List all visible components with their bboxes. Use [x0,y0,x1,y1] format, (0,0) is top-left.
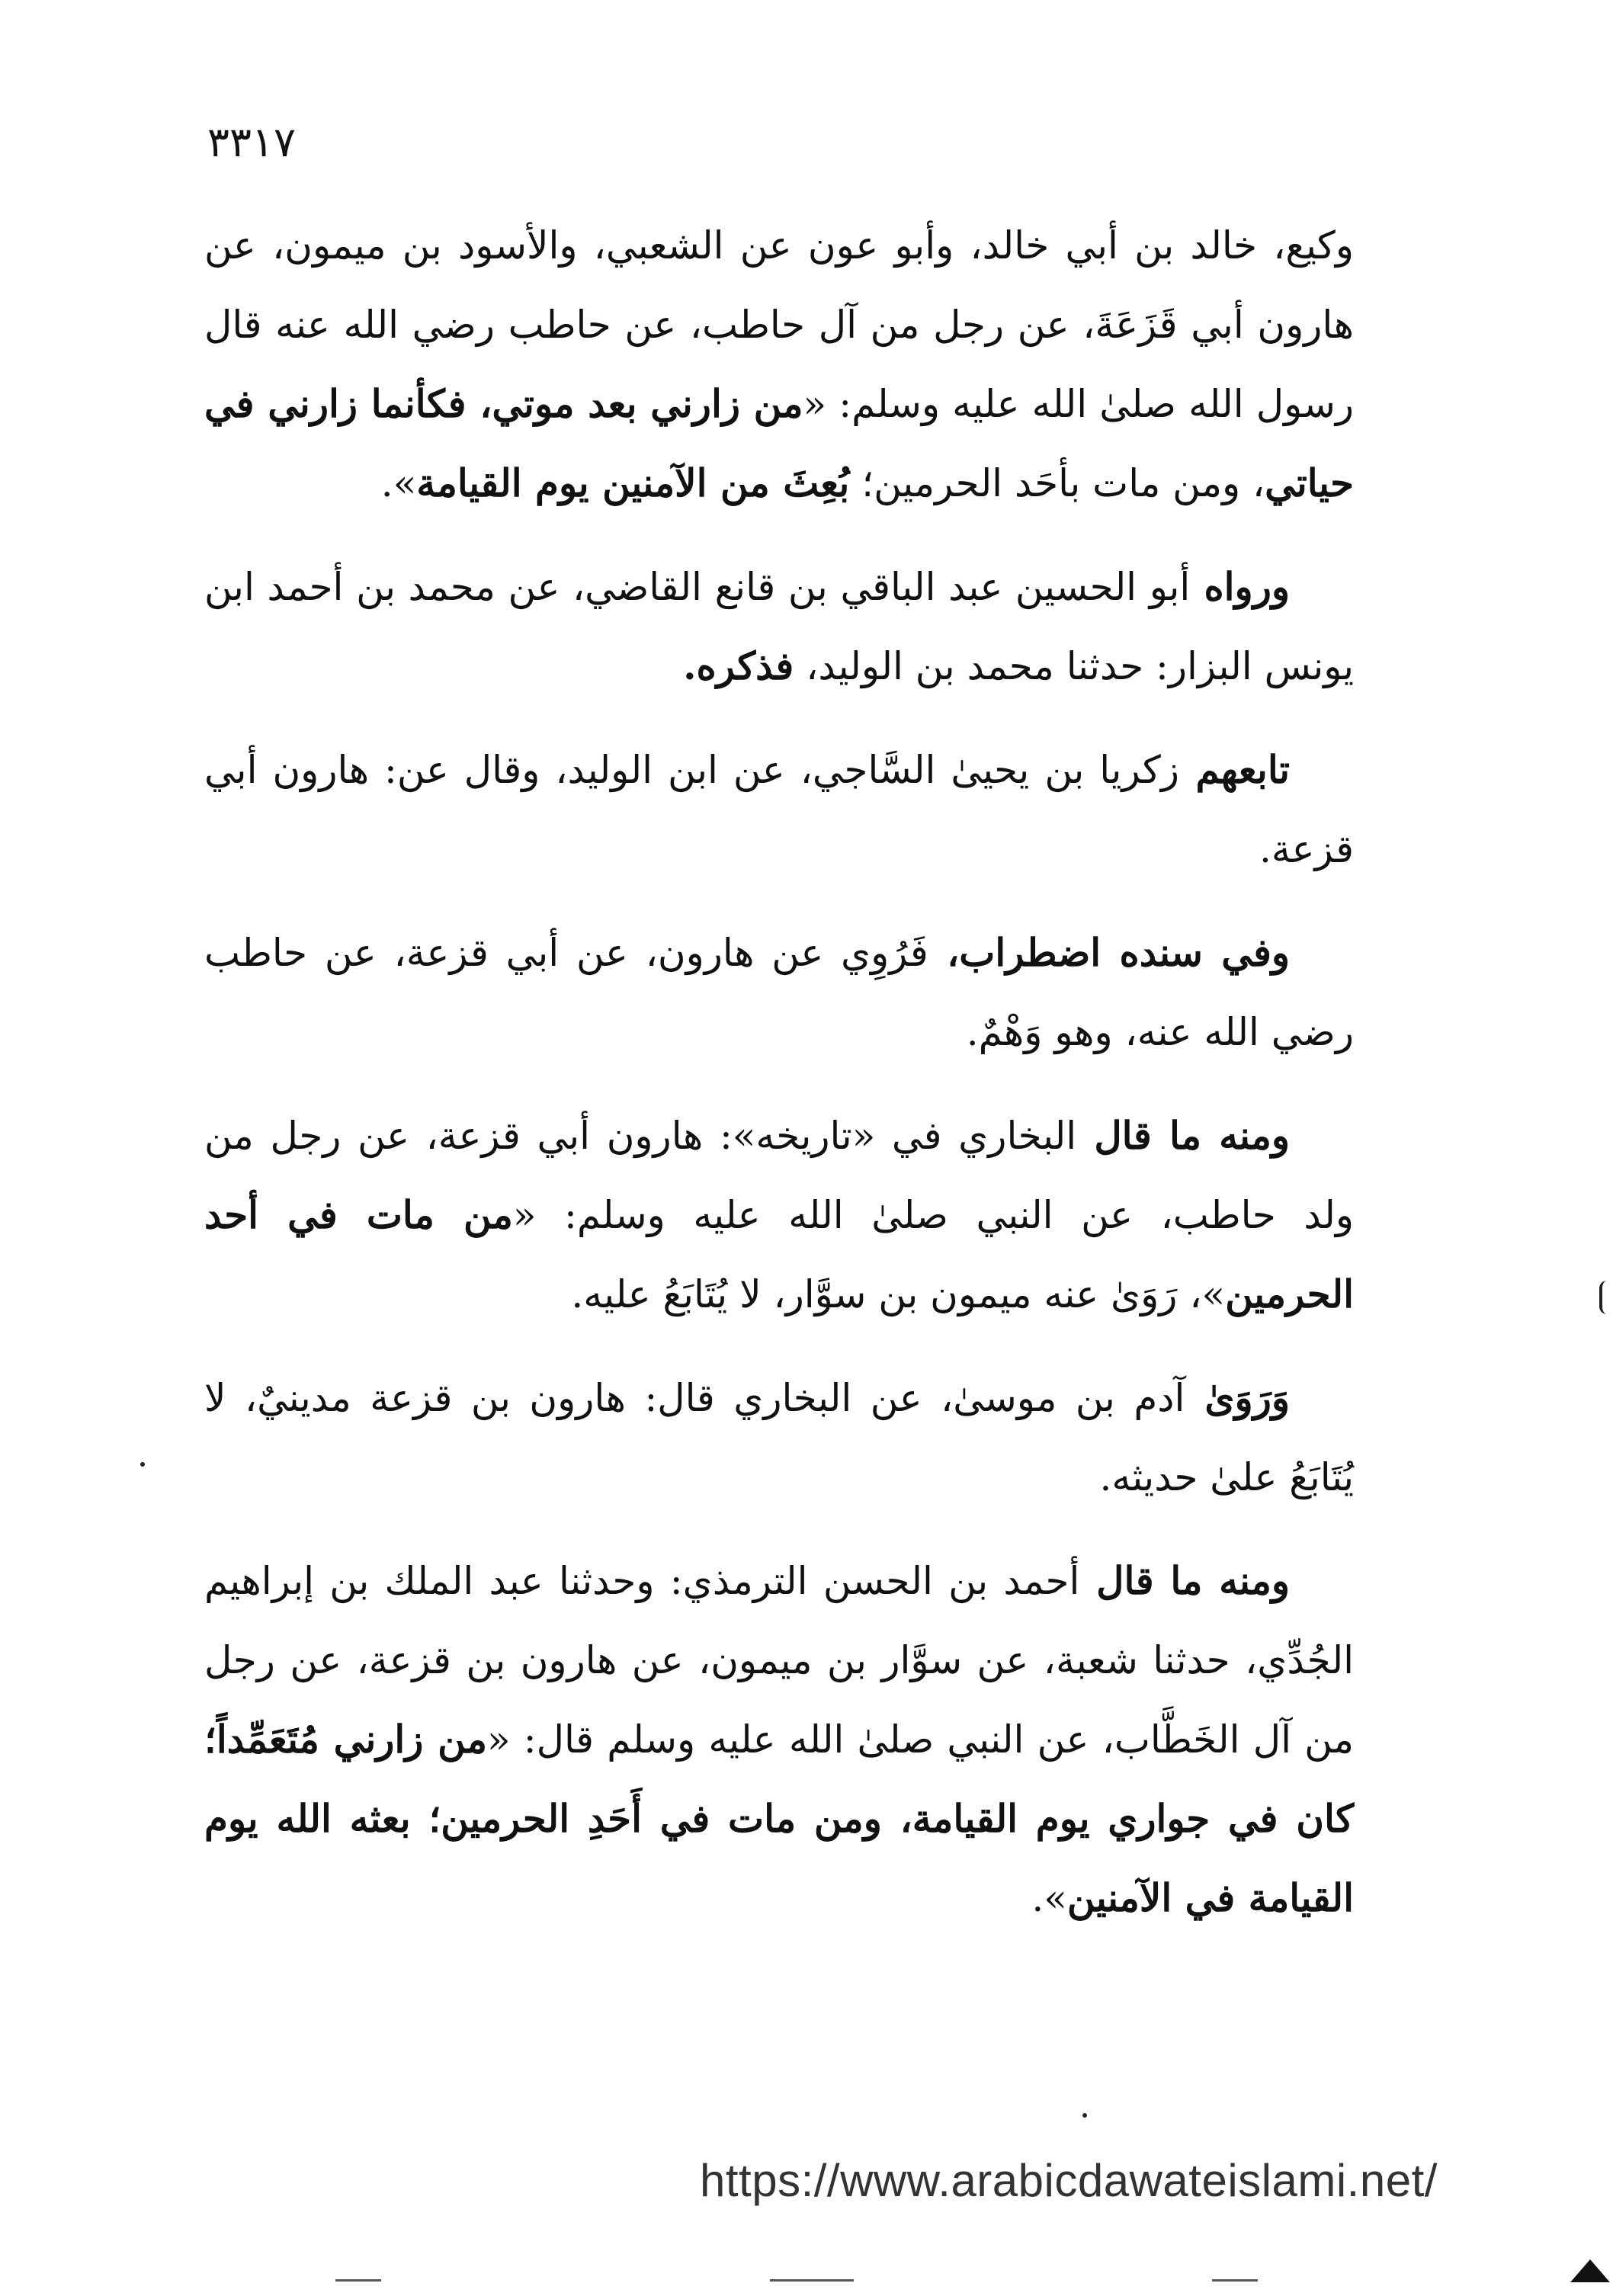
bold-text-segment: بُعِثَ من الآمنين يوم القيامة [416,460,850,505]
bold-text-segment: وَرَوَىٰ [1185,1375,1290,1420]
paragraph [204,730,1354,889]
text-segment: وكيع، خالد بن أبي خالد، وأبو عون عن الشعبي، والأسود بن ميمون، عن هارون أبي قَزَعَةَ، عن رجل من آل حاطب، عن حاطب رضي الله عنه قال رسول الله صلىٰ الله عليه وسلم: « [204,223,1354,426]
text-segment: أحمد بن الحسن الترمذي: وحدثنا عبد الملك بن إبراهيم الجُدِّي، حدثنا شعبة، عن سوَّار بن ميمون، عن هارون بن قزعة، عن رجل من آل الخَطَّاب، عن النبي صلىٰ الله عليه وسلم قال: « [204,1559,1355,1762]
footer-rule [770,2279,854,2282]
bold-text-segment: ورواه [1190,564,1290,609]
paragraph [204,1358,1354,1517]
bold-text-segment: ومنه ما قال [1079,1558,1290,1603]
text-segment: ». [1031,1876,1067,1920]
page-number: ٣٣١٧ [207,118,297,166]
text-segment: ». [380,461,417,505]
page-edge-mark [1599,1281,1610,1314]
paragraph [204,206,1354,523]
source-url[interactable]: https://www.arabicdawateislami.net/ [700,2155,1438,2206]
bold-text-segment: من مات في أحد الحرمين [204,1192,1354,1316]
text-segment: فَرُوِي عن هارون، عن أبي قزعة، عن حاطب رضي الله عنه، وهو وَهْمٌ. [204,931,1354,1054]
footer-rule [335,2279,381,2282]
paragraph [204,547,1354,706]
bold-text-segment: من زارني مُتَعَمِّداً؛ كان في جواري يوم القيامة، ومن مات في أَحَدِ الحرمين؛ بعثه الله يوم القيامة في الآمنين [204,1717,1354,1920]
bold-text-segment: من زارني بعد موتي، فكأنما زارني في حياتي [204,381,1354,505]
text-segment: أبو الحسين عبد الباقي بن قانع القاضي، عن محمد بن أحمد ابن يونس البزار: حدثنا محمد بن الوليد، [204,565,1354,688]
page-body [204,206,1354,1962]
bold-text-segment: ومنه ما قال [1076,1113,1291,1158]
bold-text-segment: وفي سنده اضطراب، [928,930,1290,975]
text-segment: »، رَوَىٰ عنه ميمون بن سوَّار، لا يُتَابَعُ عليه. [571,1272,1226,1316]
text-segment: ، ومن مات بأحَد الحرمين؛ [849,461,1265,505]
paragraph [204,913,1354,1072]
paragraph [204,1096,1354,1334]
bold-text-segment: تابعهم [1178,747,1290,792]
bold-text-segment: فذكره. [683,643,794,688]
stray-dot-mark [140,1462,145,1467]
corner-mark [1570,2259,1610,2282]
text-segment: البخاري في «تاريخه»: هارون أبي قزعة، عن رجل من ولد حاطب، عن النبي صلىٰ الله عليه وسلم: « [204,1114,1354,1237]
text-segment: آدم بن موسىٰ، عن البخاري قال: هارون بن قزعة مدينيٌ، لا يُتَابَعُ علىٰ حديثه. [204,1376,1354,1499]
stray-dot-mark [1082,2113,1087,2118]
text-segment: زكريا بن يحيىٰ السَّاجي، عن ابن الوليد، وقال عن: هارون أبي قزعة. [204,748,1354,871]
paragraph [204,1541,1354,1938]
footer-rule [1212,2279,1258,2282]
